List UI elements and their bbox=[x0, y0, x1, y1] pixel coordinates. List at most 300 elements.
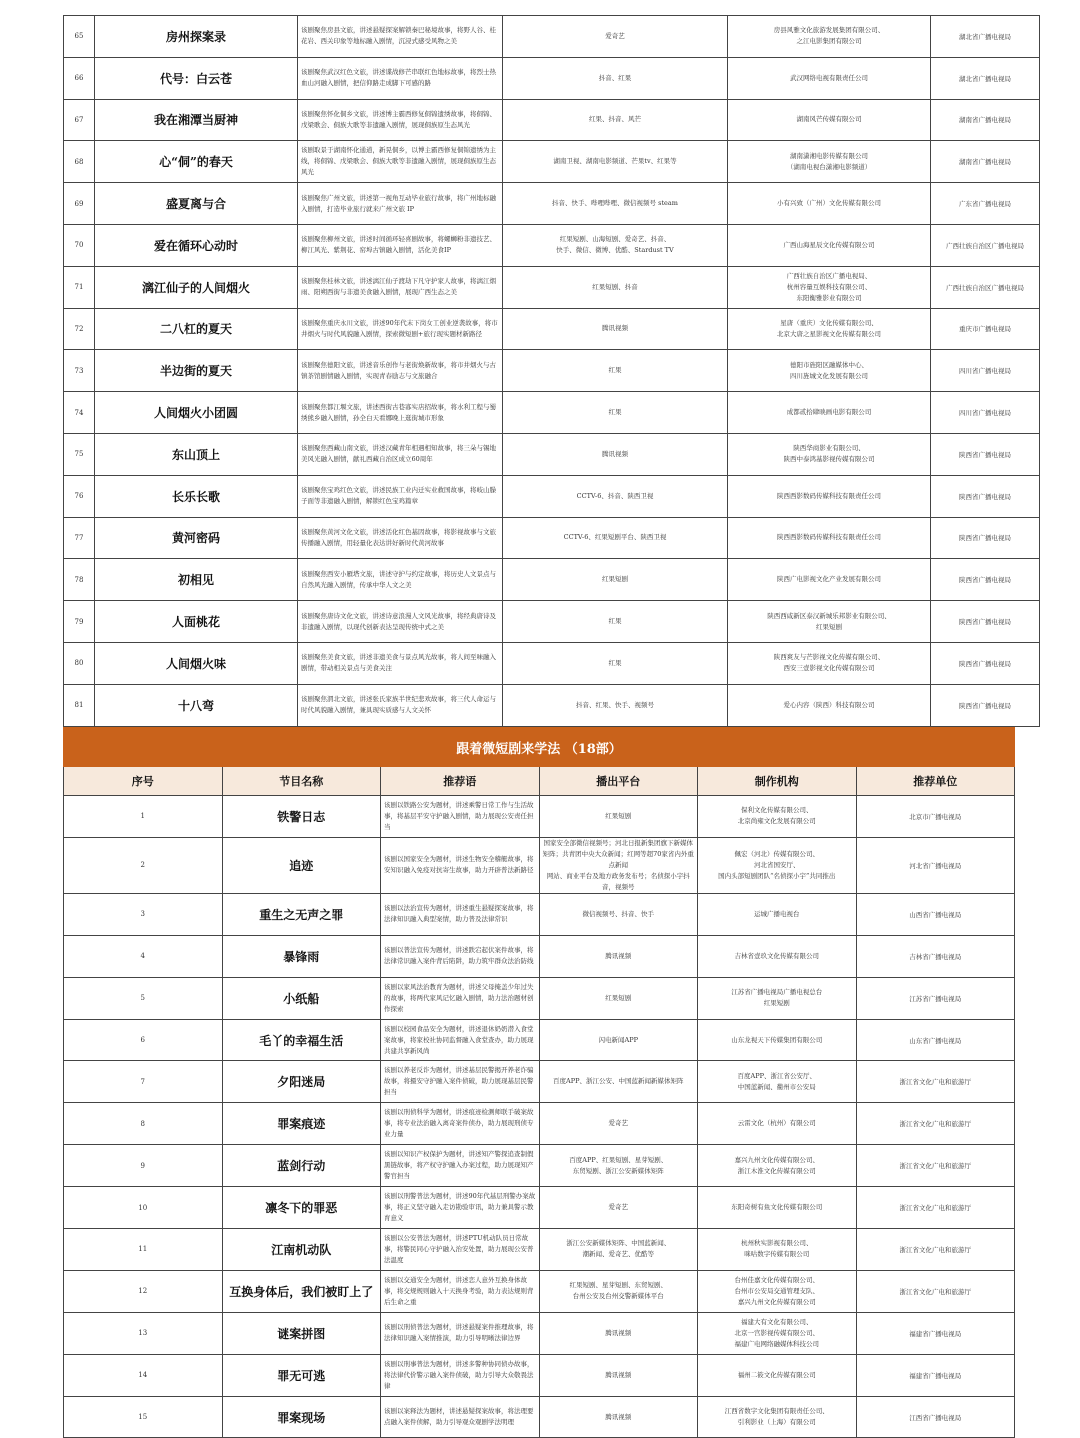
producer-line: 陕西西影数码传媒科技有限责任公司 bbox=[777, 491, 881, 500]
row-number: 65 bbox=[64, 16, 95, 58]
platform-line: 抖音、红果 bbox=[598, 73, 632, 82]
recommendation: 该剧以刑警普法为题材，讲述90年代基层刑警办案故事，将正义坚守融入走访勘验审讯，助力兼具警示教育意义 bbox=[381, 1187, 540, 1229]
recommendation: 该剧以法治宣传为题材，讲述重生悬疑探案故事，将法律知识融入典型案情，助力普及法律常识 bbox=[381, 893, 540, 935]
platform bbox=[503, 16, 728, 58]
platform bbox=[539, 977, 698, 1019]
producer-line: 百度APP、浙江省公安厅、 bbox=[737, 1071, 816, 1080]
producer-line: 河北省国安厅、 bbox=[754, 860, 800, 869]
platform bbox=[503, 559, 728, 601]
producer bbox=[698, 796, 857, 838]
row-number: 10 bbox=[64, 1187, 223, 1229]
producer-line: 嘉兴九州文化传媒有限公司 bbox=[737, 1297, 816, 1306]
recommendation: 该剧以案释法为题材，讲述悬疑探案故事，将法理要点融入案件侦解，助力引导观众观剧学法明理 bbox=[381, 1396, 540, 1438]
program-name: 互换身体后，我们被盯上了 bbox=[222, 1270, 381, 1312]
row-number: 6 bbox=[64, 1019, 223, 1061]
row-number: 4 bbox=[64, 935, 223, 977]
table-row bbox=[64, 475, 1040, 517]
program-name: 人面桃花 bbox=[95, 601, 298, 643]
producer-line: （湖南电视台潇湘电影频道） bbox=[786, 162, 872, 171]
recommending-unit: 陕西省广播电视局 bbox=[931, 475, 1040, 517]
recommendation: 该剧聚焦德阳文旅，讲述音乐创作与老街焕新故事，将市井烟火与古镇茶馆剧情融入剧情，实现青春励志与文旅融合 bbox=[298, 350, 503, 392]
platform-line: 网站、商业平台及地方政务发布号；名侦探小宇抖音，视频号 bbox=[546, 871, 690, 891]
program-table-body bbox=[64, 728, 1015, 1438]
producer bbox=[698, 1061, 857, 1103]
platform bbox=[503, 684, 728, 726]
table-row bbox=[64, 16, 1040, 58]
row-number: 14 bbox=[64, 1354, 223, 1396]
platform bbox=[539, 935, 698, 977]
platform-line: 腾讯视频 bbox=[605, 1328, 632, 1337]
platform bbox=[503, 183, 728, 225]
platform-line: 红果、抖音、风芒 bbox=[589, 115, 641, 124]
platform-line: 闪电新闻APP bbox=[598, 1035, 638, 1044]
recommendation: 该剧以家风法治教育为题材，讲述父母掩盖少年过失的故事，将两代家风记忆融入剧情，助力法治题材创作探索 bbox=[381, 977, 540, 1019]
recommendation: 该剧聚焦宝鸡红色文旅，讲述民族工业内迁实业救国故事，将岐山臊子面等非遗融入剧情，解锁红色宝鸡篇章 bbox=[298, 475, 503, 517]
platform-line: 潮新闻、爱奇艺、优酷等 bbox=[582, 1250, 654, 1259]
recommendation: 该剧聚焦渭北文旅，讲述张氏家族半世纪悲欢故事，将三代人命运与时代风貌融入剧情，兼具现实质感与人文关怀 bbox=[298, 684, 503, 726]
producer-line: 陕西广电影视文化产业发展有限公司 bbox=[777, 575, 881, 584]
table-row bbox=[64, 1312, 1015, 1354]
recommendation: 该剧以交通安全为题材，讲述恋人意外互换身体故事，将交规规则融入十天换身考验，助力表达规则背后生命之重 bbox=[381, 1270, 540, 1312]
row-number: 81 bbox=[64, 684, 95, 726]
producer bbox=[728, 16, 931, 58]
table-row bbox=[64, 350, 1040, 392]
producer-line: 房县风雅文化旅游发展集团有限公司、 bbox=[773, 26, 885, 35]
producer bbox=[728, 57, 931, 99]
table-row bbox=[64, 99, 1040, 141]
row-number: 15 bbox=[64, 1396, 223, 1438]
recommendation: 该剧聚焦唐诗文化文旅，讲述诗意浪漫人文风光故事，将经典唐诗及非遗融入剧情，以现代创新表达呈现传统中式之美 bbox=[298, 601, 503, 643]
platform bbox=[503, 601, 728, 643]
producer-line: 红果短剧 bbox=[763, 999, 790, 1008]
platform-line: 红果 bbox=[608, 658, 622, 667]
producer-line: 武汉网络电视有限责任公司 bbox=[790, 73, 868, 82]
platform bbox=[539, 1019, 698, 1061]
table-row bbox=[64, 684, 1040, 726]
producer-line: 江西省数字文化集团有限责任公司、 bbox=[724, 1407, 829, 1416]
table-row bbox=[64, 559, 1040, 601]
producer-line: 台州佳嘉文化传媒有限公司、 bbox=[734, 1275, 819, 1284]
recommendation: 该剧以刑侦普法为题材，讲述悬疑案件推理故事，将法律知识融入案情推演，助力引导明晰法律边界 bbox=[381, 1312, 540, 1354]
program-name: 江南机动队 bbox=[222, 1229, 381, 1271]
producer-line: 台州市公安局交通管理支队、 bbox=[734, 1286, 819, 1295]
producer bbox=[698, 837, 857, 893]
recommending-unit: 浙江省文化广电和旅游厅 bbox=[856, 1187, 1015, 1229]
recommending-unit: 湖北省广播电视局 bbox=[931, 16, 1040, 58]
recommending-unit: 陕西省广播电视局 bbox=[931, 601, 1040, 643]
recommendation: 该剧聚焦柳州文旅，讲述时间循环轻喜剧故事，将螺蛳粉非遗技艺、柳江风光、紫荆花、窑埠古镇融入剧情，活化美食IP bbox=[298, 224, 503, 266]
recommending-unit: 福建省广播电视局 bbox=[856, 1312, 1015, 1354]
platform bbox=[539, 1187, 698, 1229]
platform-line: 抖音、快手、哔哩哔哩、微信视频号 steam bbox=[552, 199, 678, 208]
platform bbox=[503, 392, 728, 434]
recommendation: 该剧以公安普法为题材，讲述PTU机动队员日常故事，将警民同心守护融入治安处置，助力展现公安普法温度 bbox=[381, 1229, 540, 1271]
producer-line: 山东龙视天下传媒集团有限公司 bbox=[731, 1035, 823, 1044]
row-number: 75 bbox=[64, 433, 95, 475]
program-name: 心“侗”的春天 bbox=[95, 141, 298, 183]
program-name: 夕阳迷局 bbox=[222, 1061, 381, 1103]
platform bbox=[503, 99, 728, 141]
program-table-section-2 bbox=[63, 727, 1015, 1438]
recommending-unit: 广东省广播电视局 bbox=[931, 183, 1040, 225]
producer bbox=[728, 183, 931, 225]
recommendation: 该剧聚焦都江堰文旅，讲述西街古巷寡实店招故事，将水利工程与蜀绣熊乡融入剧情，孙全白天看娜晚上逛街城市形象 bbox=[298, 392, 503, 434]
recommending-unit: 浙江省文化广电和旅游厅 bbox=[856, 1270, 1015, 1312]
producer-line: 星唐（重庆）文化传媒有限公司、 bbox=[780, 318, 878, 327]
platform-line: 腾讯视频 bbox=[602, 449, 628, 458]
recommending-unit: 四川省广播电视局 bbox=[931, 392, 1040, 434]
recommending-unit: 陕西省广播电视局 bbox=[931, 642, 1040, 684]
program-name: 罪无可逃 bbox=[222, 1354, 381, 1396]
header-recommendation: 推荐语 bbox=[381, 767, 540, 796]
table-row bbox=[64, 935, 1015, 977]
recommending-unit: 江西省广播电视局 bbox=[856, 1396, 1015, 1438]
program-table-section-1 bbox=[63, 15, 1040, 727]
recommending-unit: 山西省广播电视局 bbox=[856, 893, 1015, 935]
platform-line: 东贸短剧、浙江公安新媒体矩阵 bbox=[572, 1166, 664, 1175]
producer-line: 嘉兴九州文化传媒有限公司、 bbox=[734, 1155, 819, 1164]
recommending-unit: 重庆市广播电视局 bbox=[931, 308, 1040, 350]
table-row bbox=[64, 1019, 1015, 1061]
platform-line: 腾讯视频 bbox=[602, 324, 628, 333]
recommending-unit: 北京市广播电视局 bbox=[856, 796, 1015, 838]
program-name: 追迹 bbox=[222, 837, 381, 893]
table-row bbox=[64, 1103, 1015, 1145]
recommending-unit: 浙江省文化广电和旅游厅 bbox=[856, 1061, 1015, 1103]
recommending-unit: 陕西省广播电视局 bbox=[931, 559, 1040, 601]
recommending-unit: 山东省广播电视局 bbox=[856, 1019, 1015, 1061]
platform bbox=[503, 475, 728, 517]
producer bbox=[698, 893, 857, 935]
producer-line: 杭州容量互娱科技有限公司、 bbox=[786, 282, 872, 291]
recommendation: 该剧聚焦西藏山南文旅，讲述汉藏青年相遇相知故事，将三朵与锡地美风光融入剧情，献礼西藏自治区成立60周年 bbox=[298, 433, 503, 475]
platform-line: 爱奇艺 bbox=[608, 1203, 628, 1212]
program-name: 谜案拼图 bbox=[222, 1312, 381, 1354]
producer bbox=[698, 1145, 857, 1187]
producer-line: 浙江木淮文化传媒有限公司 bbox=[737, 1166, 816, 1175]
producer-line: 运城广播电视台 bbox=[754, 909, 800, 918]
producer-line: 国内头部短剧团队“名侦探小宇”共同推出 bbox=[718, 871, 836, 880]
producer-line: 吉林省壹玖文化传媒有限公司 bbox=[734, 951, 819, 960]
producer bbox=[728, 475, 931, 517]
row-number: 3 bbox=[64, 893, 223, 935]
recommendation: 该剧聚焦美食文旅，讲述非遗美食与景点风光故事，将人间至味融入剧情，带动相关景点与美食关注 bbox=[298, 642, 503, 684]
producer bbox=[698, 1312, 857, 1354]
producer-line: 德阳市旌阳区融媒体中心、 bbox=[790, 360, 868, 369]
producer-line: 引利影业（上海）有限公司 bbox=[737, 1418, 816, 1427]
recommendation: 该剧以校园食品安全为题材，讲述退休奶奶潜入食堂案故事，将家校社协同监督融入食堂查办，助力展现共建共享新风尚 bbox=[381, 1019, 540, 1061]
producer bbox=[698, 977, 857, 1019]
producer-line: 陕西华商影业有限公司、 bbox=[793, 444, 865, 453]
platform-line: 百度APP、浙江公安、中国蓝新闻新媒体矩阵 bbox=[553, 1077, 684, 1086]
producer bbox=[728, 642, 931, 684]
table-row bbox=[64, 837, 1015, 893]
program-name: 罪案痕迹 bbox=[222, 1103, 381, 1145]
producer-line: 湖南潇湘电影传媒有限公司 bbox=[790, 151, 868, 160]
recommendation: 该剧以铁路公安为题材，讲述乘警日常工作与生活故事，将基层平安守护融入剧情，助力展现公安责任担当 bbox=[381, 796, 540, 838]
program-name: 东山顶上 bbox=[95, 433, 298, 475]
row-number: 68 bbox=[64, 141, 95, 183]
producer-line: 红果短剧 bbox=[816, 622, 842, 631]
recommending-unit: 浙江省文化广电和旅游厅 bbox=[856, 1145, 1015, 1187]
producer bbox=[728, 433, 931, 475]
recommending-unit: 福建省广播电视局 bbox=[856, 1354, 1015, 1396]
table-row bbox=[64, 392, 1040, 434]
row-number: 13 bbox=[64, 1312, 223, 1354]
program-name: 我在湘潭当厨神 bbox=[95, 99, 298, 141]
platform bbox=[503, 642, 728, 684]
row-number: 5 bbox=[64, 977, 223, 1019]
producer bbox=[728, 392, 931, 434]
table-row bbox=[64, 517, 1040, 559]
recommending-unit: 浙江省文化广电和旅游厅 bbox=[856, 1103, 1015, 1145]
platform bbox=[539, 1354, 698, 1396]
producer-line: 福建大有文化有限公司、 bbox=[741, 1317, 813, 1326]
platform-line: 红果 bbox=[608, 366, 622, 375]
platform-line: 爱奇艺 bbox=[605, 31, 625, 40]
platform-line: 红果短剧、星芽短剧、东贸短剧、 bbox=[569, 1281, 667, 1290]
program-name: 蓝剑行动 bbox=[222, 1145, 381, 1187]
producer-line: 小有兴致（广州）文化传媒有限公司 bbox=[777, 199, 881, 208]
program-name: 人间烟火小团圆 bbox=[95, 392, 298, 434]
platform-line: 湖南卫视、湖南电影频道、芒果tv、红果等 bbox=[553, 157, 677, 166]
producer bbox=[728, 141, 931, 183]
producer-line: 陕西西影数码传媒科技有限责任公司 bbox=[777, 533, 881, 542]
platform bbox=[539, 1103, 698, 1145]
program-name: 长乐长歌 bbox=[95, 475, 298, 517]
table-row bbox=[64, 1187, 1015, 1229]
table-row bbox=[64, 183, 1040, 225]
platform bbox=[539, 796, 698, 838]
recommending-unit: 吉林省广播电视局 bbox=[856, 935, 1015, 977]
program-name: 爱在循环心动时 bbox=[95, 224, 298, 266]
program-name: 盛夏离与合 bbox=[95, 183, 298, 225]
table-row bbox=[64, 308, 1040, 350]
producer-line: 成都贰拾肆映画电影有限公司 bbox=[786, 408, 872, 417]
producer-line: 四川旌城文化发展有限公司 bbox=[790, 371, 868, 380]
producer bbox=[728, 350, 931, 392]
producer-line: 北京大唐之星影视文化传媒有限公司 bbox=[777, 329, 881, 338]
producer-line: 东阳衡雅影业有限公司 bbox=[796, 293, 862, 302]
platform bbox=[503, 57, 728, 99]
program-name: 代号：白云苍 bbox=[95, 57, 298, 99]
platform-line: 爱奇艺 bbox=[608, 1119, 628, 1128]
producer bbox=[728, 224, 931, 266]
program-name: 半边街的夏天 bbox=[95, 350, 298, 392]
program-name: 十八弯 bbox=[95, 684, 298, 726]
recommending-unit: 广西壮族自治区广播电视局 bbox=[931, 266, 1040, 308]
row-number: 8 bbox=[64, 1103, 223, 1145]
program-name: 小纸船 bbox=[222, 977, 381, 1019]
platform bbox=[539, 1396, 698, 1438]
table-row bbox=[64, 57, 1040, 99]
recommendation: 该剧取景于湖南怀化通道，新晃侗乡，以博主霸西修复侗锦遗绣为主线，将侗锦、戊梁歌会、侗族大歌等非遗融入剧情，展现侗族原生态风光 bbox=[298, 141, 503, 183]
platform bbox=[539, 1145, 698, 1187]
recommendation: 该剧以养老反诈为题材，讲述基层民警揭开养老诈骗故事，将摄安守护融入案件侦破，助力展现基层民警担当 bbox=[381, 1061, 540, 1103]
recommendation: 该剧以普法宣传为题材，讲述跌宕起伏案件故事，将法律常识融入案件背后陷阱，助力筑牢群众法治防线 bbox=[381, 935, 540, 977]
producer-line: 保利文化传媒有限公司、 bbox=[741, 806, 813, 815]
producer bbox=[728, 684, 931, 726]
row-number: 2 bbox=[64, 837, 223, 893]
producer bbox=[728, 559, 931, 601]
platform bbox=[539, 837, 698, 893]
table-row bbox=[64, 1270, 1015, 1312]
producer bbox=[728, 601, 931, 643]
recommending-unit: 江苏省广播电视局 bbox=[856, 977, 1015, 1019]
producer bbox=[698, 1103, 857, 1145]
table-row bbox=[64, 1061, 1015, 1103]
producer-line: 中国蓝新闻、衢州市公安局 bbox=[737, 1082, 816, 1091]
recommending-unit: 四川省广播电视局 bbox=[931, 350, 1040, 392]
section-banner-title: 跟着微短剧来学法 （18部） bbox=[64, 728, 1015, 767]
platform-line: 红果 bbox=[608, 408, 622, 417]
recommendation: 该剧聚焦武汉红色文旅，讲述谍战修芒串联红色地标故事，将烈士热血山河融入剧情，把信仰路走成脚下可感的路 bbox=[298, 57, 503, 99]
platform-line: 红果短剧、抖音 bbox=[592, 282, 638, 291]
program-name: 漓江仙子的人间烟火 bbox=[95, 266, 298, 308]
producer-line: 北京尚雍文化发展有限公司 bbox=[737, 817, 816, 826]
platform-line: 国家安全部微信视频号；河北日报新集团旗下新媒体 bbox=[543, 838, 693, 847]
program-name: 房州探案录 bbox=[95, 16, 298, 58]
producer-line: 江苏省广播电视局广播电视总台 bbox=[731, 988, 823, 997]
producer-line: 福建广电网络融媒体科技公司 bbox=[734, 1339, 819, 1348]
recommendation: 该剧聚焦广州文旅，讲述第一视角互动毕业旅行故事，将广州地标融入剧情，打造毕业旅行就来广州文旅 IP bbox=[298, 183, 503, 225]
row-number: 7 bbox=[64, 1061, 223, 1103]
program-name: 人间烟火味 bbox=[95, 642, 298, 684]
producer bbox=[698, 935, 857, 977]
program-name: 黄河密码 bbox=[95, 517, 298, 559]
producer-line: 之江电影集团有限公司 bbox=[796, 37, 862, 46]
producer-line: 咪咕数字传媒有限公司 bbox=[744, 1250, 810, 1259]
recommending-unit: 湖南省广播电视局 bbox=[931, 141, 1040, 183]
program-name: 重生之无声之罪 bbox=[222, 893, 381, 935]
platform bbox=[503, 308, 728, 350]
platform-line: 抖音、红果、快手、视频号 bbox=[576, 700, 654, 709]
producer bbox=[698, 1396, 857, 1438]
section-banner bbox=[64, 728, 1015, 767]
platform bbox=[503, 517, 728, 559]
program-name: 毛丫的幸福生活 bbox=[222, 1019, 381, 1061]
platform bbox=[539, 1229, 698, 1271]
recommendation: 该剧以刑事普法为题材，讲述多警种协同侦办故事，将法律代价警示融入案件侦破，助力引导大众敬畏法律 bbox=[381, 1354, 540, 1396]
platform bbox=[503, 433, 728, 475]
producer-line: 东阳奇树有鱼文化传媒有限公司 bbox=[731, 1203, 823, 1212]
table-row bbox=[64, 1145, 1015, 1187]
platform bbox=[539, 893, 698, 935]
program-name: 初相见 bbox=[95, 559, 298, 601]
producer-line: 佩宏（河北）传媒有限公司、 bbox=[734, 849, 819, 858]
producer bbox=[728, 517, 931, 559]
row-number: 72 bbox=[64, 308, 95, 350]
table-row bbox=[64, 977, 1015, 1019]
producer-line: 西安三壹影视文化传媒有限公司 bbox=[783, 664, 875, 673]
row-number: 80 bbox=[64, 642, 95, 684]
recommendation: 该剧聚焦怀化侗乡文旅，讲述博主霸西修复侗锦遗绣故事，将侗锦、戊梁歌会、侗族大歌等非遗融入剧情，展现侗族原生态风光 bbox=[298, 99, 503, 141]
producer-line: 杭州秋实影视有限公司、 bbox=[741, 1239, 813, 1248]
recommending-unit: 河北省广播电视局 bbox=[856, 837, 1015, 893]
program-name: 暴锋雨 bbox=[222, 935, 381, 977]
platform-line: 红果短剧、山海短剧、爱奇艺、抖音、 bbox=[559, 235, 671, 244]
table-header-row bbox=[64, 767, 1015, 796]
header-name: 节目名称 bbox=[222, 767, 381, 796]
producer bbox=[728, 266, 931, 308]
header-platform: 播出平台 bbox=[539, 767, 698, 796]
table-row bbox=[64, 433, 1040, 475]
producer bbox=[698, 1187, 857, 1229]
producer bbox=[698, 1270, 857, 1312]
row-number: 79 bbox=[64, 601, 95, 643]
producer bbox=[698, 1019, 857, 1061]
platform-line: CCTV-6、红果短剧平台、陕西卫视 bbox=[563, 533, 667, 542]
header-no: 序号 bbox=[64, 767, 223, 796]
row-number: 71 bbox=[64, 266, 95, 308]
table-row bbox=[64, 601, 1040, 643]
recommending-unit: 陕西省广播电视局 bbox=[931, 433, 1040, 475]
producer-line: 陕西中泰鸿基影视传媒有限公司 bbox=[783, 455, 875, 464]
platform-line: 红果短剧 bbox=[602, 575, 628, 584]
platform-line: 腾讯视频 bbox=[605, 951, 632, 960]
table-row bbox=[64, 796, 1015, 838]
row-number: 78 bbox=[64, 559, 95, 601]
table-row bbox=[64, 266, 1040, 308]
table-row bbox=[64, 1229, 1015, 1271]
program-name: 罪案现场 bbox=[222, 1396, 381, 1438]
row-number: 73 bbox=[64, 350, 95, 392]
recommending-unit: 广西壮族自治区广播电视局 bbox=[931, 224, 1040, 266]
producer-line: 福州二筱文化传媒有限公司 bbox=[737, 1370, 816, 1379]
platform-line: 红果短剧 bbox=[605, 993, 632, 1002]
producer-line: 陕西爽友与芒影视文化传媒有限公司、 bbox=[773, 653, 885, 662]
table-row bbox=[64, 642, 1040, 684]
program-name: 二八杠的夏天 bbox=[95, 308, 298, 350]
platform-line: 百度APP、红果短剧、星芽短剧、 bbox=[569, 1155, 668, 1164]
producer-line: 云雷文化（杭州）有限公司 bbox=[737, 1119, 816, 1128]
producer bbox=[728, 99, 931, 141]
header-unit: 推荐单位 bbox=[856, 767, 1015, 796]
platform bbox=[503, 266, 728, 308]
platform-line: 红果短剧 bbox=[605, 811, 632, 820]
recommendation: 该剧聚焦桂林文旅，讲述漓江仙子渡劫下凡守护家人故事，将漓江烟雨、阳朔西街与非遗美食融入剧情，展现广西生态之美 bbox=[298, 266, 503, 308]
producer-line: 湖南风芒传媒有限公司 bbox=[796, 115, 862, 124]
row-number: 9 bbox=[64, 1145, 223, 1187]
row-number: 74 bbox=[64, 392, 95, 434]
recommending-unit: 陕西省广播电视局 bbox=[931, 684, 1040, 726]
recommendation: 该剧聚焦西安小雁塔文旅，讲述守护与约定故事，将历史人文景点与自然风光融入剧情，传承中华人文之美 bbox=[298, 559, 503, 601]
platform bbox=[539, 1270, 698, 1312]
platform bbox=[503, 141, 728, 183]
program-name: 铁警日志 bbox=[222, 796, 381, 838]
row-number: 77 bbox=[64, 517, 95, 559]
recommending-unit: 陕西省广播电视局 bbox=[931, 517, 1040, 559]
table-row bbox=[64, 1396, 1015, 1438]
platform bbox=[503, 350, 728, 392]
recommending-unit: 湖南省广播电视局 bbox=[931, 99, 1040, 141]
producer-line: 陕西西咸新区泰汉新城乐邦影业有限公司、 bbox=[767, 611, 891, 620]
platform bbox=[539, 1061, 698, 1103]
table-row bbox=[64, 1354, 1015, 1396]
row-number: 12 bbox=[64, 1270, 223, 1312]
recommendation: 该剧以刑侦科学为题材，讲述痕迹检测师联手破案故事，将专业法治融入离奇案件侦办，助力展现刑侦专业力量 bbox=[381, 1103, 540, 1145]
recommendation: 该剧聚焦黄河文化文旅，讲述活化红色基因故事，将影视故事与文旅传播融入剧情，用轻量化表达讲好新时代黄河故事 bbox=[298, 517, 503, 559]
platform-line: 台州公安及台州交警新媒体平台 bbox=[572, 1292, 664, 1301]
recommendation: 该剧聚焦房县文旅，讲述悬疑探案解锁秦巴秘境故事，将野人谷、桂花岩、西关印象等地标融入剧情，沉浸式感受风物之美 bbox=[298, 16, 503, 58]
table-row bbox=[64, 893, 1015, 935]
table-row bbox=[64, 224, 1040, 266]
producer-line: 广西壮族自治区广播电视局、 bbox=[786, 271, 872, 280]
header-producer: 制作机构 bbox=[698, 767, 857, 796]
platform-line: 腾讯视频 bbox=[605, 1412, 632, 1421]
row-number: 69 bbox=[64, 183, 95, 225]
platform-line: 矩阵；共青团中央大众新闻；红网等超70家省内外重点新闻 bbox=[542, 849, 694, 869]
